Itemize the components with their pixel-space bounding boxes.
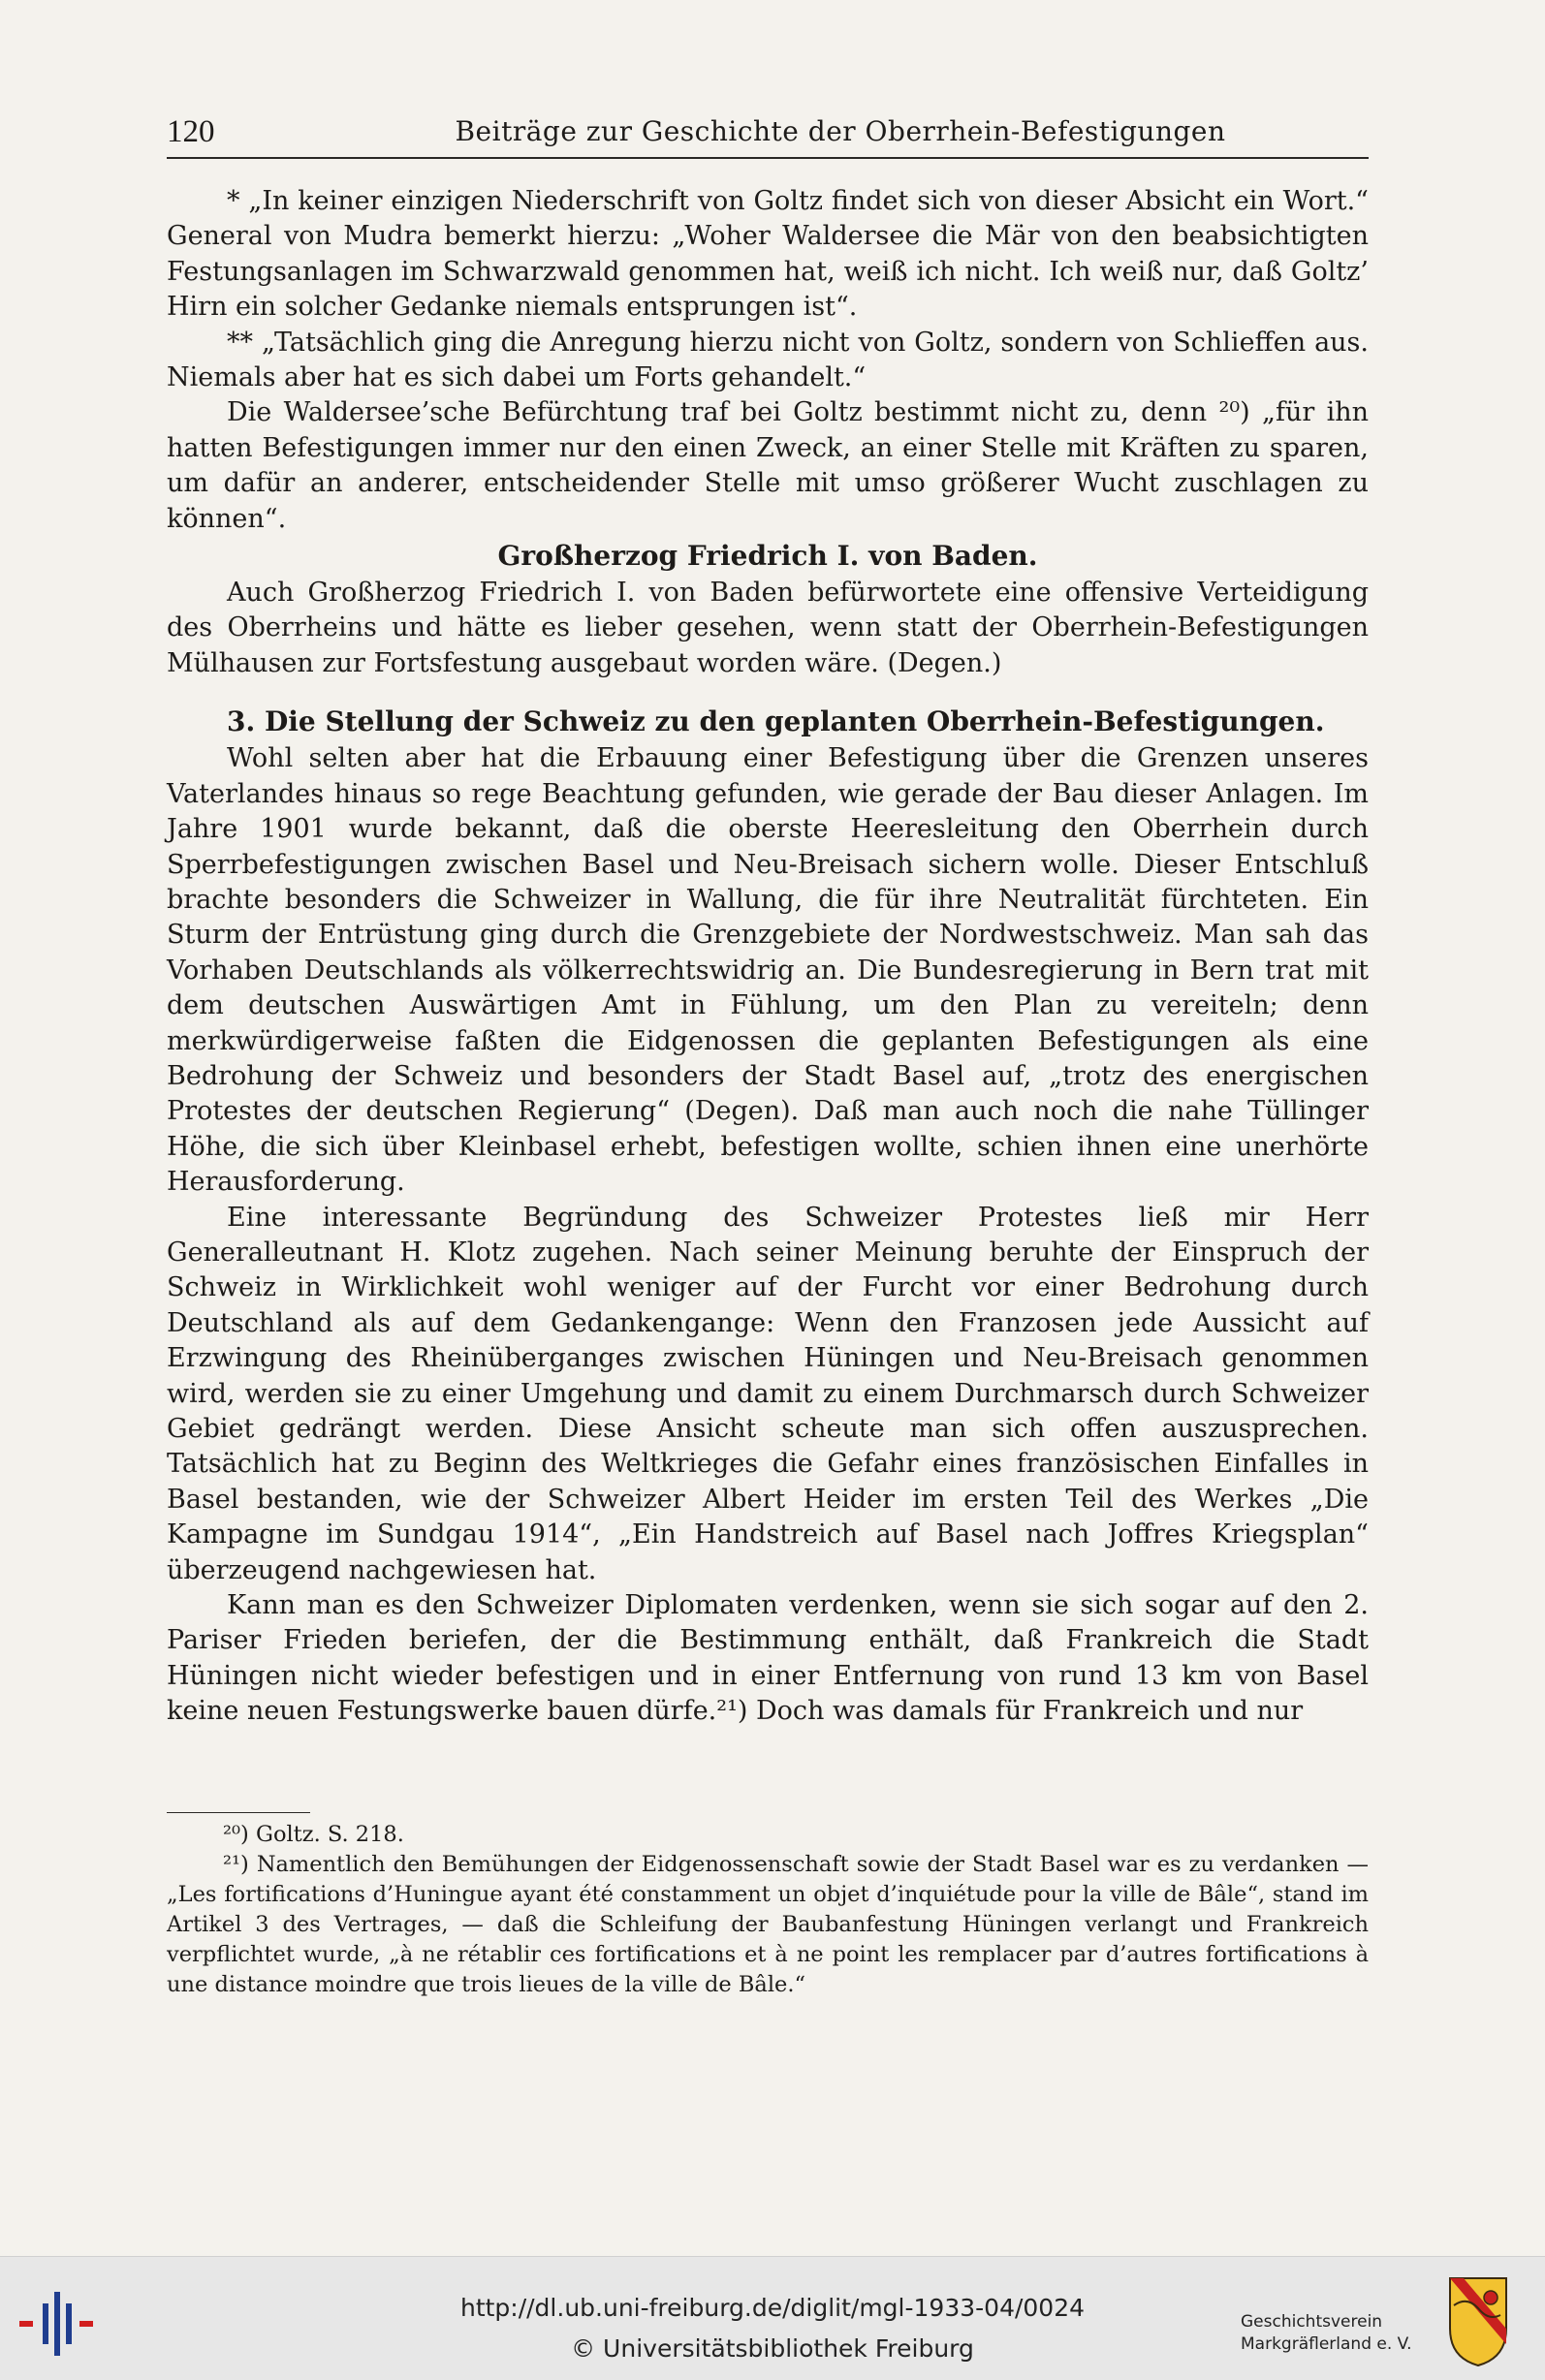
paragraph: Kann man es den Schweizer Diplomaten verdenken, wenn sie sich sogar auf den 2. Pariser Frieden beriefen, der die Bestimmung enthält, daß Frankreich die Stadt Hüningen nicht wieder befestigen und in einer Entfernung von rund 13 km von Basel keine neuen Festungswerke bauen dürfe.²¹) Doch was damals für Frankreich und nur [167,1590,1369,1727]
note-double-asterisk: ** „Tatsächlich ging die Anregung hierzu nicht von Goltz, sondern von Schlieffen aus. Niemals aber hat es sich dabei um Forts gehandelt.“ [167,327,1369,393]
society-name-line-1: Geschichtsverein [1241,2312,1383,2332]
paragraph: Auch Großherzog Friedrich I. von Baden befürwortete eine offensive Verteidigung des Oberrheins und hätte es lieber gesehen, wenn statt der Oberrhein-Befestigungen Mülhausen zur Fortsfestung ausgebaut worden wäre. (Degen.) [167,578,1369,678]
coat-of-arms-icon[interactable] [1448,2276,1508,2367]
note-single-asterisk: * „In keiner einzigen Niederschrift von Goltz findet sich von dieser Absicht ein Wort.“ General von Mudra bemerkt hierzu: „Woher Waldersee die Mär von den beabsichtigten Festungsanlagen im Schwarzwald genommen hat, weiß ich nicht. Ich weiß nur, daß Goltz’ Hirn ein solcher Gedanke niemals entsprungen ist“. [167,186,1369,323]
running-title: Beiträge zur Geschichte der Oberrhein-Befestigungen [455,115,1226,147]
footnote-20: ²⁰) Goltz. S. 218. [223,1822,404,1847]
footnote-divider [167,1812,310,1813]
page-header [167,112,1369,159]
copyright-notice: © Universitätsbibliothek Freiburg [571,2334,974,2363]
paragraph: Eine interessante Begründung des Schweizer Protestes ließ mir Herr Generalleutnant H. Klotz zugehen. Nach seiner Meinung beruhte der Einspruch der Schweiz in Wirklichkeit wohl weniger auf der Furcht vor einer Bedrohung durch Deutschland als auf dem Gedankengange: Wenn den Franzosen jede Aussicht auf Erzwingung des Rheinüberganges zwischen Hüningen und Neu-Breisach genommen wird, werden sie zu einer Umgehung und damit zu einem Durchmarsch durch Schweizer Gebiet gedrängt werden. Diese Ansicht scheute man sich offen auszusprechen. Tatsächlich hat zu Beginn des Weltkrieges die Gefahr eines französischen Einfalles in Basel bestanden, wie der Schweizer Albert Heider im ersten Teil des Werkes „Die Kampagne im Sundgau 1914“, „Ein Handstreich auf Basel nach Joffres Kriegsplan“ überzeugend nachgewiesen hat. [167,1202,1369,1585]
footnote-21: ²¹) Namentlich den Bemühungen der Eidgenossenschaft sowie der Stadt Basel war es zu verdanken — „Les fortifications d’Huningue ayant été constamment un objet d’inquiétude pour la ville de Bâle“, stand im Artikel 3 des Vertrages, — daß die Schleifung der Baubanfestung Hüningen verlangt und Frankreich verpflichtet wurde, „à ne rétablir ces fortifications et à ne point les remplacer par d’autres fortifications à une distance moindre que trois lieues de la ville de Bâle.“ [167,1852,1369,1997]
society-name [1241,2311,1435,2356]
page-number: 120 [167,114,215,149]
paragraph: Wohl selten aber hat die Erbauung einer Befestigung über die Grenzen unseres Vaterlandes hinaus so rege Beachtung gefunden, wie gerade der Bau dieser Anlagen. Im Jahre 1901 wurde bekannt, daß die oberste Heeresleitung den Oberrhein durch Sperrbefestigungen zwischen Basel und Neu-Breisach sichern wolle. Dieser Entschluß brachte besonders die Schweizer in Wallung, die für ihre Neutralität fürchteten. Ein Sturm der Entrüstung ging durch die Grenzgebiete der Nordwestschweiz. Man sah das Vorhaben Deutschlands als völkerrechtswidrig an. Die Bundesregierung in Bern trat mit dem deutschen Auswärtigen Amt in Fühlung, um den Plan zu vereiteln; denn merkwürdigerweise faßten die Eidgenossen die geplanten Befestigungen als eine Bedrohung der Schweiz und besonders der Stadt Basel auf, „trotz des energischen Protestes der deutschen Regierung“ (Degen). Daß man auch noch die nahe Tüllinger Höhe, die sich über Kleinbasel erhebt, befestigen wollte, schien ihnen eine unerhörte Herausforderung. [167,743,1369,1198]
viewer-footer [0,2256,1545,2380]
section-heading: 3. Die Stellung der Schweiz zu den geplanten Oberrhein-Befestigungen. [227,705,1325,738]
society-name-line-2: Markgräflerland e. V. [1241,2334,1412,2354]
body-text [167,184,1369,1730]
footnotes [167,1820,1369,2000]
paragraph: Die Waldersee’sche Befürchtung traf bei Goltz bestimmt nicht zu, denn ²⁰) „für ihn hatten Befestigungen immer nur den einen Zweck, an einer Stelle mit Kräften zu sparen, um dafür an anderer, entscheidender Stelle mit umso größerer Wucht zuschlagen zu können“. [167,397,1369,534]
permalink-url[interactable]: http://dl.ub.uni-freiburg.de/diglit/mgl-1933-04/0024 [459,2294,1086,2322]
subheading-friedrich: Großherzog Friedrich I. von Baden. [497,540,1038,573]
